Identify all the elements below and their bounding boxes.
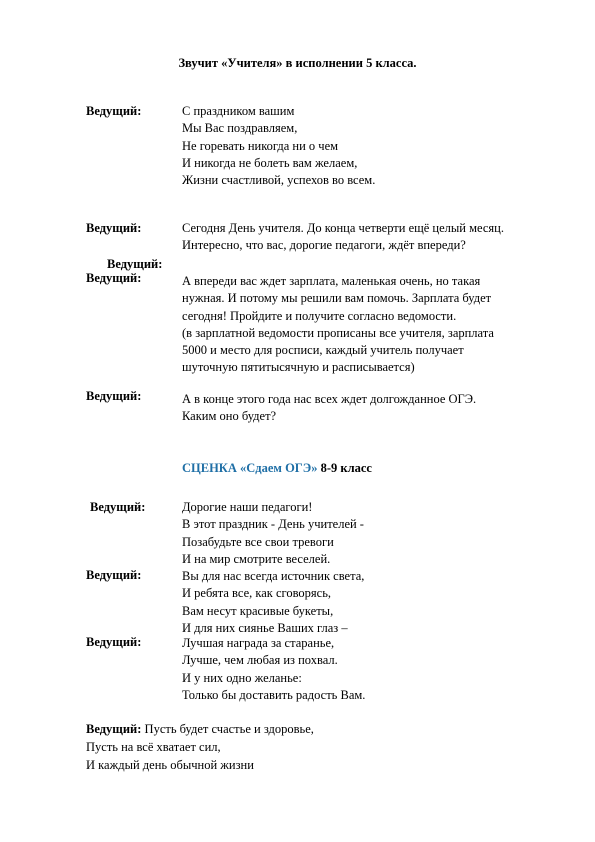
- final-stanza: [86, 720, 314, 774]
- speech-text: [182, 103, 375, 189]
- text-line: Позабудьте все свои тревоги: [182, 534, 334, 549]
- scene-title-rest: 8-9 класс: [317, 461, 372, 475]
- speech-text: [182, 273, 494, 377]
- text-line: Не горевать никогда ни о чем: [182, 138, 339, 153]
- text-line: И никогда не болеть вам желаем,: [182, 155, 358, 170]
- text-line: Интересно, что вас, дорогие педагоги, ждёт впереди?: [182, 238, 466, 253]
- text-line: сегодня! Пройдите и получите согласно ведомости.: [182, 308, 457, 323]
- speaker-label: Ведущий:: [107, 257, 163, 271]
- text-line: С праздником вашим: [182, 104, 295, 118]
- text-line: Только бы доставить радость Вам.: [182, 687, 366, 702]
- text-line: Вы для нас всегда источник света,: [182, 569, 365, 583]
- speaker-label: Ведущий:: [86, 221, 142, 235]
- poem-text: [182, 568, 364, 637]
- text-line: Лучшая награда за старанье,: [182, 636, 335, 650]
- text-line: А впереди вас ждет зарплата, маленькая очень, но такая: [182, 274, 481, 288]
- scene-title: [182, 461, 372, 476]
- text-line: [86, 720, 314, 738]
- text-line: (в зарплатной ведомости прописаны все учителя, зарплата: [182, 325, 494, 340]
- poem-text: [182, 635, 365, 704]
- speaker-label: Ведущий:: [90, 500, 146, 514]
- text-line: Лучше, чем любая из похвал.: [182, 653, 338, 668]
- text-line: Вам несут красивые букеты,: [182, 603, 334, 618]
- text-line: Мы Вас поздравляем,: [182, 121, 298, 136]
- text-line: И для них сиянье Ваших глаз –: [182, 620, 348, 635]
- text-line: В этот праздник - День учителей -: [182, 517, 364, 532]
- text-line: Каким оно будет?: [182, 409, 277, 424]
- text-line: Жизни счастливой, успехов во всем.: [182, 173, 376, 188]
- poem-text: [182, 499, 364, 568]
- text-line: Пусть на всё хватает сил,: [86, 740, 221, 754]
- text-line: И ребята все, как сговорясь,: [182, 586, 332, 601]
- text-line: И у них одно желанье:: [182, 670, 302, 685]
- text-line: Сегодня День учителя. До конца четверти ещё целый месяц.: [182, 221, 504, 235]
- text-line: А в конце этого года нас всех ждет долгожданное ОГЭ.: [182, 392, 477, 406]
- speaker-label: Ведущий:: [86, 635, 142, 649]
- text-line: нужная. И потому мы решили вам помочь. Зарплата будет: [182, 291, 492, 306]
- speaker-label: Ведущий:: [86, 271, 142, 285]
- speaker-label: Ведущий:: [86, 104, 142, 118]
- speech-text: [182, 391, 476, 426]
- page-header: Звучит «Учителя» в исполнении 5 класса.: [178, 56, 417, 70]
- text-line: И каждый день обычной жизни: [86, 758, 254, 772]
- text-line: Дорогие наши педагоги!: [182, 500, 313, 514]
- text-line: шуточную пятитысячную и расписывается): [182, 360, 415, 375]
- text-line: 5000 и место для росписи, каждый учитель получает: [182, 343, 464, 358]
- scene-title-accent: СЦЕНКА «Сдаем ОГЭ»: [182, 461, 318, 475]
- speech-text: [182, 220, 504, 255]
- speaker-label: Ведущий:: [86, 722, 142, 736]
- final-first-line: Пусть будет счастье и здоровье,: [141, 722, 314, 736]
- speaker-label: Ведущий:: [86, 568, 142, 582]
- speaker-label: Ведущий:: [86, 389, 142, 403]
- text-line: И на мир смотрите веселей.: [182, 551, 331, 566]
